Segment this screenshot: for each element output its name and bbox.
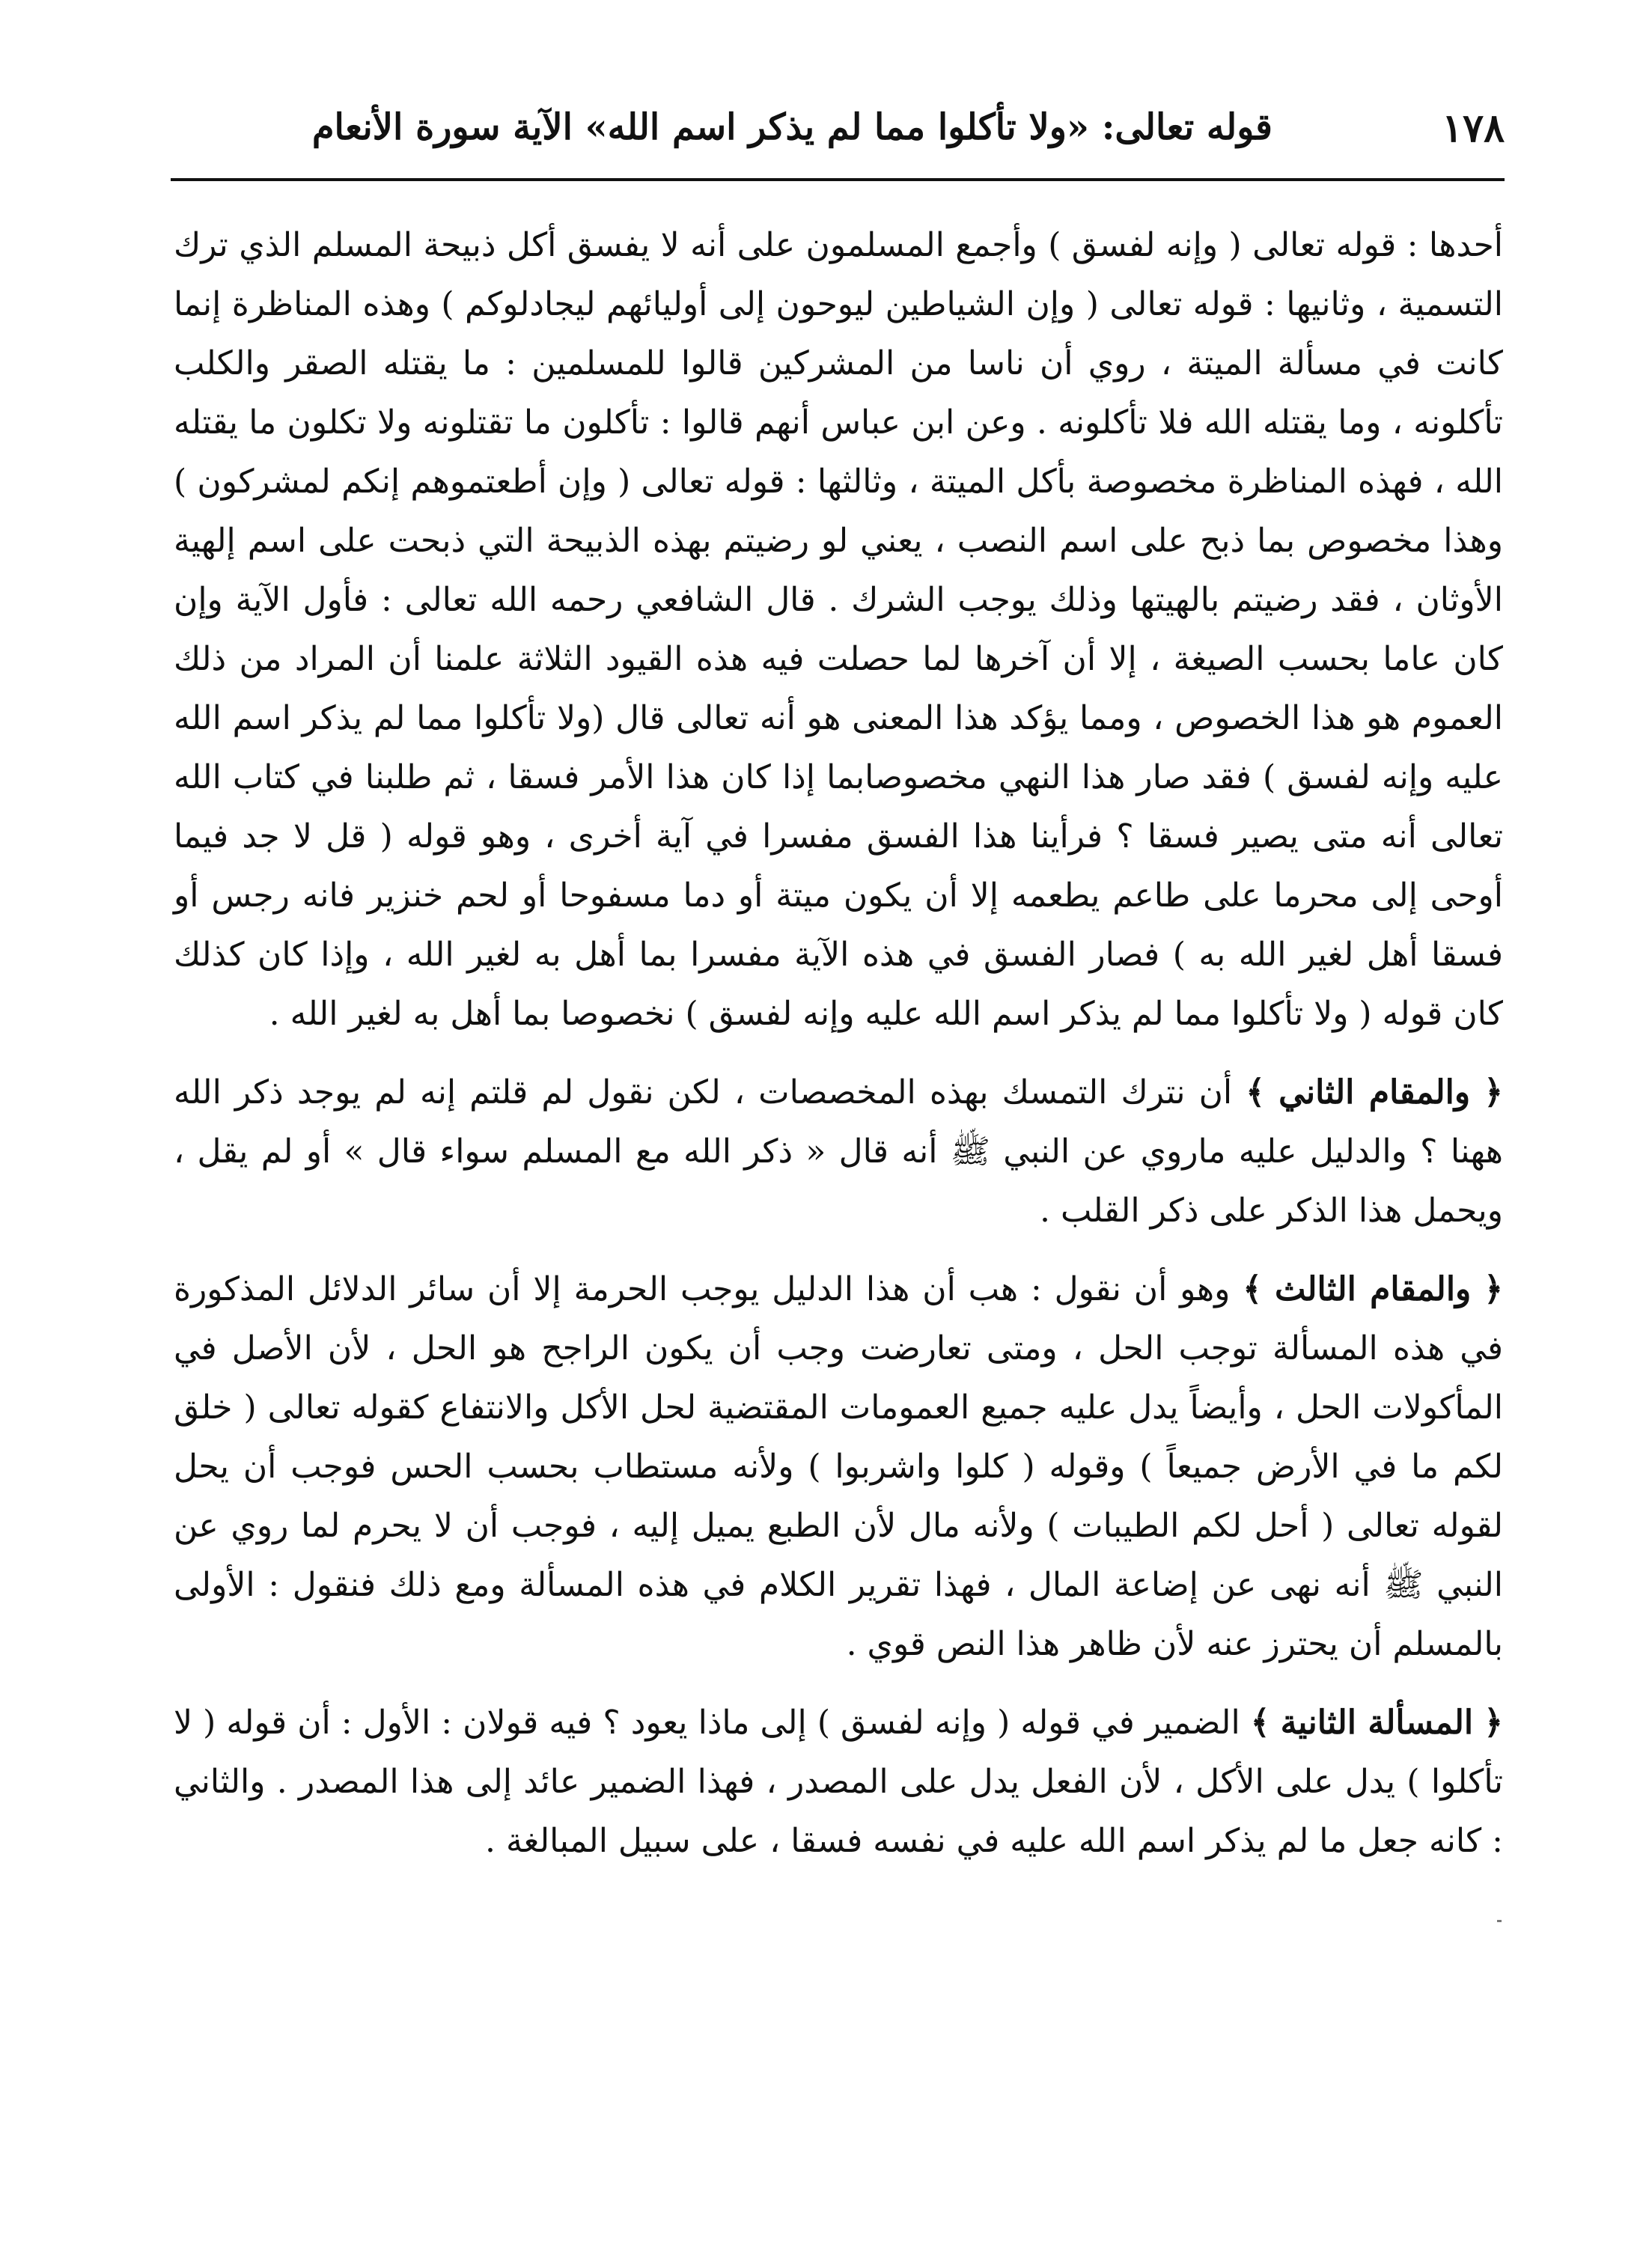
paragraph-4: [174, 1693, 1503, 1871]
paragraph-1-text: أحدها : قوله تعالى ( وإنه لفسق ) وأجمع المسلمون على أنه لا يفسق أكل ذبيحة المسلم الذي ترك التسمية ، وثانيها : قوله تعالى ( وإن الشياطين ليوحون إلى أوليائهم ليجادلوكم ) وهذه المناظرة إنما كانت في مسألة الميتة ، روي أن ناسا من المشركين قالوا للمسلمين : ما يقتله الصقر والكلب تأكلونه ، وما يقتله الله فلا تأكلونه . وعن ابن عباس أنهم قالوا : تأكلون ما تقتلونه ولا تكلون ما يقتله الله ، فهذه المناظرة مخصوصة بأكل الميتة ، وثالثها : قوله تعالى ( وإن أطعتموهم إنكم لمشركون ) وهذا مخصوص بما ذبح على اسم النصب ، يعني لو رضيتم بهذه الذبيحة التي ذبحت على اسم إلهية الأوثان ، فقد رضيتم بالهيتها وذلك يوجب الشرك . قال الشافعي رحمه الله تعالى : فأول الآية وإن كان عاما بحسب الصيغة ، إلا أن آخرها لما حصلت فيه هذه القيود الثلاثة علمنا أن المراد من ذلك العموم هو هذا الخصوص ، ومما يؤكد هذا المعنى هو أنه تعالى قال (ولا تأكلوا مما لم يذكر اسم الله عليه وإنه لفسق ) فقد صار هذا النهي مخصوصابما إذا كان هذا الأمر فسقا ، ثم طلبنا في كتاب الله تعالى أنه متى يصير فسقا ؟ فرأينا هذا الفسق مفسرا في آية أخرى ، وهو قوله ( قل لا جد فيما أوحى إلى محرما على طاعم يطعمه إلا أن يكون ميتة أو دما مسفوحا أو لحم خنزير فانه رجس أو فسقا أهل لغير الله به ) فصار الفسق في هذه الآية مفسرا بما أهل به لغير الله ، وإذا كان كذلك كان قوله ( ولا تأكلوا مما لم يذكر اسم الله عليه وإنه لفسق ) نخصوصا بما أهل به لغير الله .: [174, 226, 1504, 1033]
ornamental-bracket-close: ﴾: [1250, 1704, 1270, 1742]
paragraph-2: [174, 1063, 1503, 1240]
main-text: [174, 216, 1503, 1871]
page-header: [171, 103, 1505, 172]
section-heading-third-position: والمقام الثالث: [1274, 1270, 1472, 1308]
paragraph-3-text: وهو أن نقول : هب أن هذا الدليل يوجب الحرمة إلا أن سائر الدلائل المذكورة في هذه المسألة توجب الحل ، ومتى تعارضت وجب أن يكون الراجح هو الحل ، لأن الأصل في المأكولات الحل ، وأيضاً يدل عليه جميع العمومات المقتضية لحل الأكل والانتفاع كقوله تعالى ( خلق لكم ما في الأرض جميعاً ) وقوله ( كلوا واشربوا ) ولأنه مستطاب بحسب الحس فوجب أن يحل لقوله تعالى ( أحل لكم الطيبات ) ولأنه مال لأن الطبع يميل إليه ، فوجب أن لا يحرم لما روي عن النبي ﷺ أنه نهى عن إضاعة المال ، فهذا تقرير الكلام في هذه المسألة ومع ذلك فنقول : الأولى بالمسلم أن يحترز عنه لأن ظاهر هذا النص قوي .: [174, 1270, 1503, 1663]
paragraph-3: [174, 1260, 1503, 1674]
ornamental-bracket-open: ﴿: [1484, 1704, 1503, 1742]
running-head: قوله تعالى: «ولا تأكلوا مما لم يذكر اسم الله» الآية سورة الأنعام: [311, 106, 1272, 148]
paragraph-4-text: الضمير في قوله ( وإنه لفسق ) إلى ماذا يعود ؟ فيه قولان : الأول : أن قوله ( لا تأكلوا ) يدل على الأكل ، لأن الفعل يدل على المصدر ، فهذا الضمير عائد إلى هذا المصدر . والثاني : كانه جعل ما لم يذكر اسم الله عليه في نفسه فسقا ، على سبيل المبالغة .: [174, 1704, 1503, 1860]
header-rule: [171, 178, 1505, 181]
ornamental-bracket-open: ﴿: [1484, 1270, 1503, 1308]
section-heading-second-position: والمقام الثاني: [1278, 1073, 1471, 1112]
ornamental-bracket-close: ﴾: [1246, 1073, 1266, 1112]
ornamental-bracket-close: ﴾: [1243, 1270, 1263, 1308]
margin-speck: [1497, 1920, 1502, 1922]
paragraph-2-text: أن نترك التمسك بهذه المخصصات ، لكن نقول لم قلتم إنه لم يوجد ذكر الله ههنا ؟ والدليل عليه ماروي عن النبي ﷺ أنه قال « ذكر الله مع المسلم سواء قال » أو لم يقل ، ويحمل هذا الذكر على ذكر القلب .: [174, 1073, 1503, 1230]
page-number: ١٧٨: [1442, 106, 1505, 151]
paragraph-1: [174, 216, 1503, 1043]
ornamental-bracket-open: ﴿: [1484, 1073, 1503, 1112]
section-heading-second-question: المسألة الثانية: [1280, 1704, 1474, 1742]
